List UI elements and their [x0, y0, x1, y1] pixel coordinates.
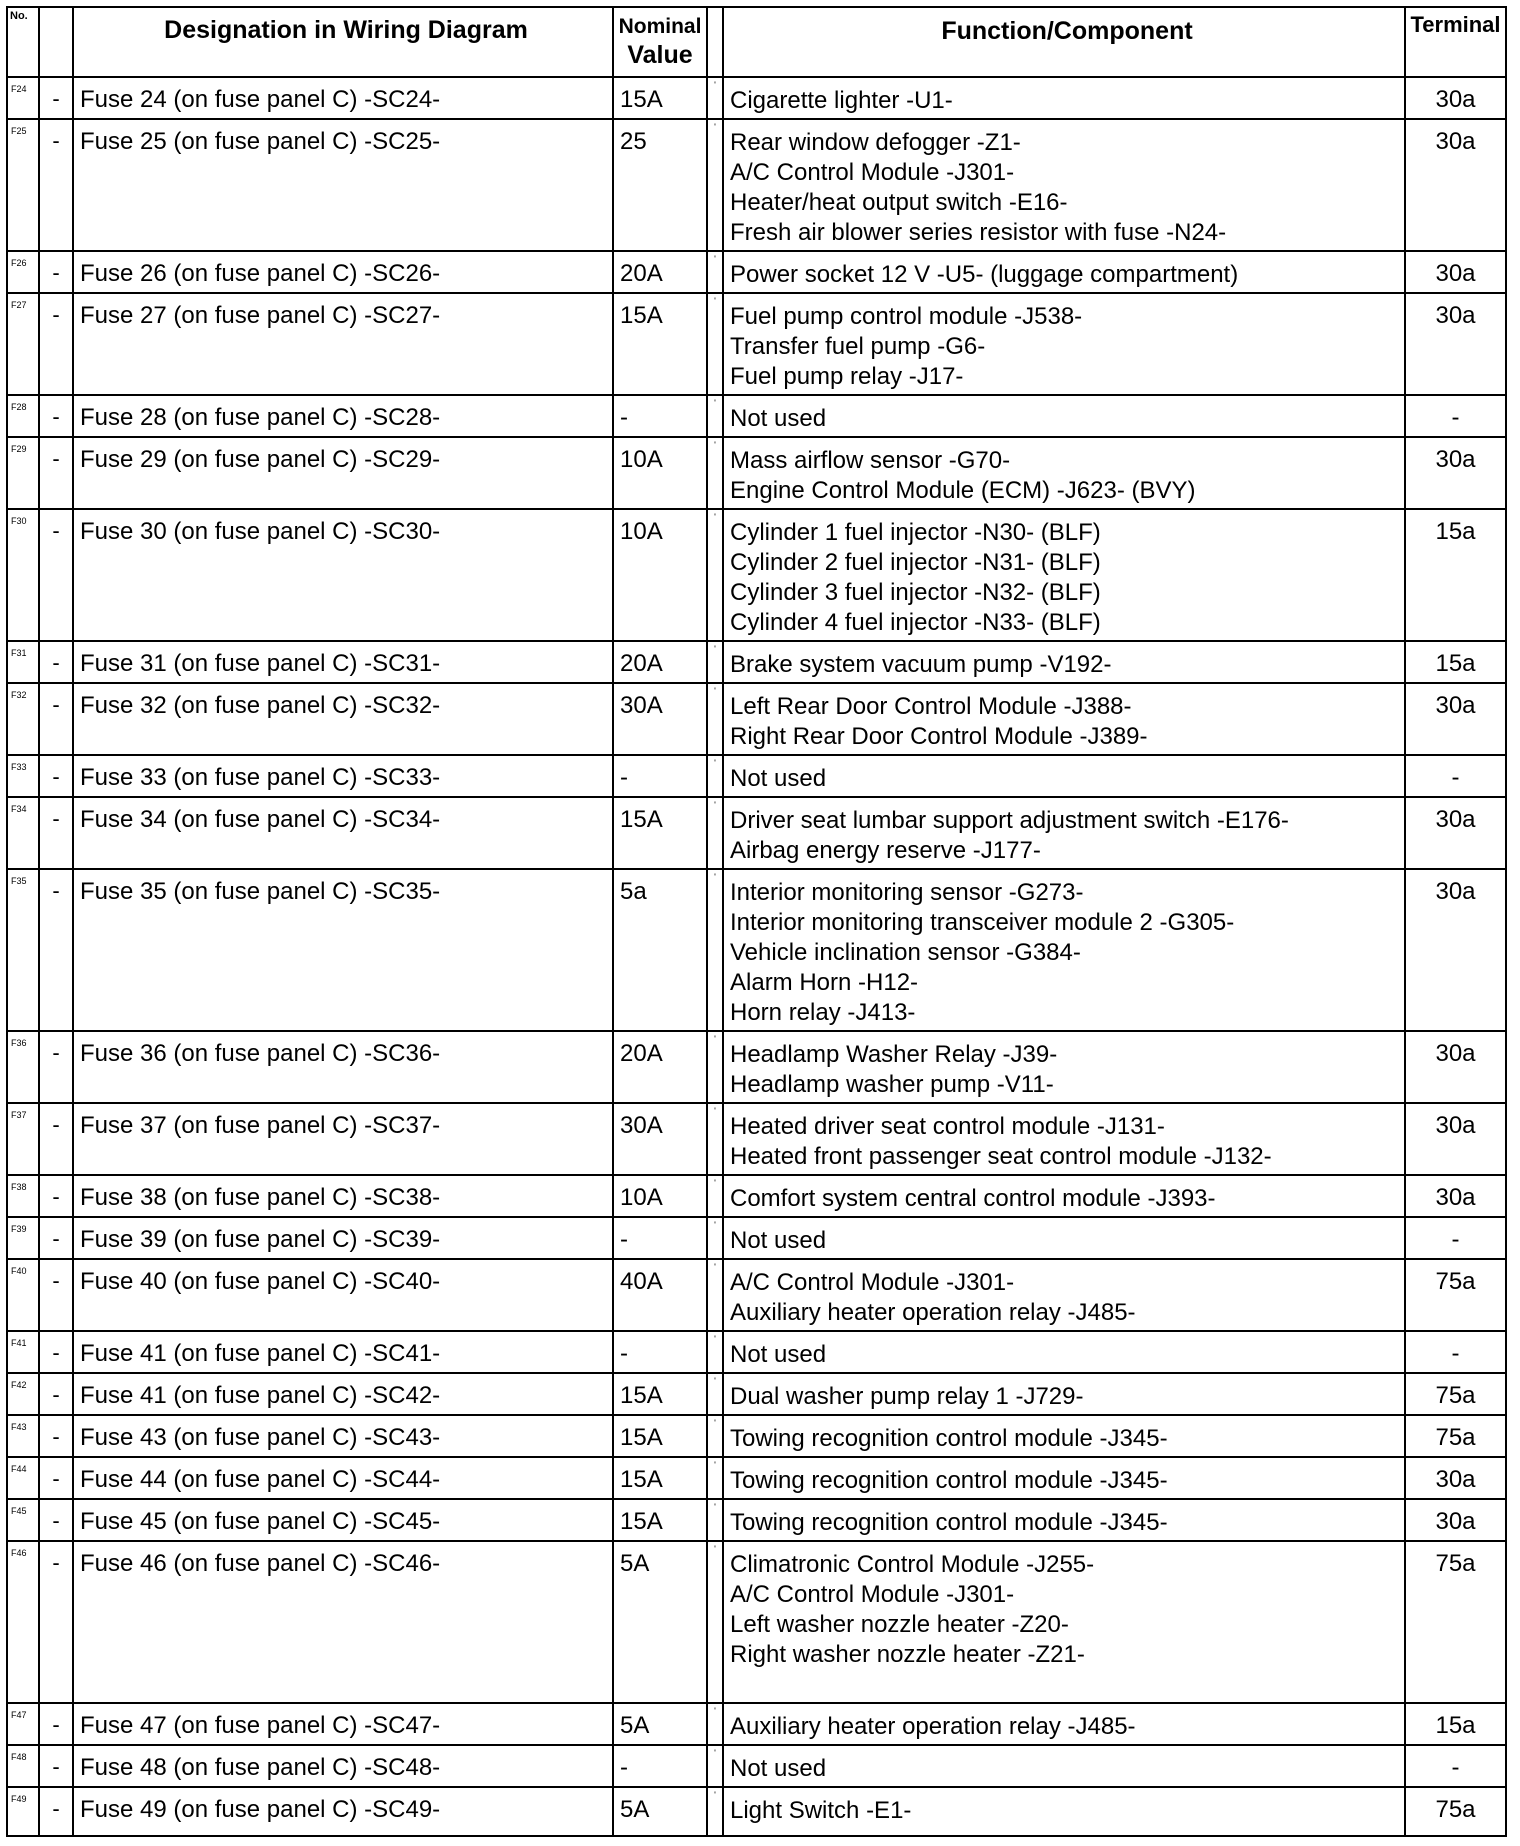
function-line: Alarm Horn -H12- [730, 969, 919, 996]
function-line: Rear window defogger -Z1- [730, 129, 1021, 156]
function-line: Cigarette lighter -U1- [730, 87, 953, 114]
tick-mark: ' [714, 1418, 716, 1428]
function-line: Climatronic Control Module -J255- [730, 1551, 1095, 1578]
table-row [6, 78, 1507, 120]
tick-mark: ' [714, 800, 716, 810]
terminal-cell: 30a [1435, 302, 1476, 329]
function-cell [724, 642, 1404, 680]
function-cell [724, 1788, 1404, 1826]
function-line: Comfort system central control module -J393- [730, 1185, 1216, 1212]
function-cell [724, 1176, 1404, 1214]
fuse-number: F36 [11, 1038, 27, 1048]
fuse-number: F30 [11, 516, 27, 526]
function-line: Towing recognition control module -J345- [730, 1509, 1168, 1536]
tick-mark: ' [714, 1178, 716, 1188]
fuse-number: F34 [11, 804, 27, 814]
fuse-number: F44 [11, 1464, 27, 1474]
function-line: Fuel pump control module -J538- [730, 303, 1083, 330]
terminal-cell: 30a [1435, 1184, 1476, 1211]
designation-cell: Fuse 45 (on fuse panel C) -SC45- [80, 1508, 441, 1535]
table-row [6, 870, 1507, 1032]
dash-cell: - [52, 764, 60, 789]
designation-cell: Fuse 25 (on fuse panel C) -SC25- [80, 128, 441, 155]
dash-cell: - [52, 1508, 60, 1533]
function-line: Airbag energy reserve -J177- [730, 837, 1041, 864]
nominal-value-cell: 10A [620, 518, 663, 545]
function-cell [724, 438, 1404, 506]
terminal-cell: 30a [1435, 260, 1476, 287]
designation-cell: Fuse 35 (on fuse panel C) -SC35- [80, 878, 441, 905]
header-terminal: Terminal [1410, 12, 1501, 37]
function-line: Interior monitoring transceiver module 2 -G305- [730, 909, 1235, 936]
function-cell [724, 870, 1404, 1028]
fuse-number: F41 [11, 1338, 27, 1348]
table-row [6, 1746, 1507, 1788]
terminal-cell: 30a [1435, 878, 1476, 905]
nominal-value-cell: 40A [620, 1268, 663, 1295]
designation-cell: Fuse 26 (on fuse panel C) -SC26- [80, 260, 441, 287]
terminal-cell: 75a [1435, 1550, 1476, 1577]
terminal-cell: 30a [1435, 1040, 1476, 1067]
designation-cell: Fuse 24 (on fuse panel C) -SC24- [80, 86, 441, 113]
nominal-value-cell: 15A [620, 1466, 663, 1493]
tick-mark: ' [714, 440, 716, 450]
dash-cell: - [52, 650, 60, 675]
nominal-value-cell: - [620, 1754, 628, 1781]
dash-cell: - [52, 1112, 60, 1137]
terminal-cell: 30a [1435, 128, 1476, 155]
function-line: Light Switch -E1- [730, 1797, 912, 1824]
fuse-number: F24 [11, 84, 27, 94]
function-line: Cylinder 1 fuel injector -N30- (BLF) [730, 519, 1101, 546]
tick-mark: ' [714, 872, 716, 882]
table-row [6, 1218, 1507, 1260]
table-row [6, 798, 1507, 870]
designation-cell: Fuse 33 (on fuse panel C) -SC33- [80, 764, 441, 791]
fuse-number: F37 [11, 1110, 27, 1120]
designation-cell: Fuse 30 (on fuse panel C) -SC30- [80, 518, 441, 545]
function-line: A/C Control Module -J301- [730, 1269, 1015, 1296]
dash-cell: - [52, 1466, 60, 1491]
terminal-cell: 30a [1435, 1466, 1476, 1493]
terminal-cell: - [1451, 764, 1460, 791]
table-row [6, 1260, 1507, 1332]
function-line: Not used [730, 405, 827, 432]
tick-mark: ' [714, 1706, 716, 1716]
terminal-cell: 30a [1435, 1112, 1476, 1139]
function-line: A/C Control Module -J301- [730, 1581, 1015, 1608]
fuse-number: F26 [11, 258, 27, 268]
function-cell [724, 78, 1404, 116]
designation-cell: Fuse 41 (on fuse panel C) -SC42- [80, 1382, 441, 1409]
tick-mark: ' [714, 398, 716, 408]
terminal-cell: 75a [1435, 1424, 1476, 1451]
nominal-value-cell: 15A [620, 1424, 663, 1451]
nominal-value-cell: 10A [620, 1184, 663, 1211]
fuse-number: F49 [11, 1794, 27, 1804]
nominal-value-cell: 20A [620, 650, 663, 677]
terminal-cell: - [1451, 404, 1460, 431]
designation-cell: Fuse 28 (on fuse panel C) -SC28- [80, 404, 441, 431]
dash-cell: - [52, 446, 60, 471]
terminal-cell: - [1451, 1340, 1460, 1367]
table-row [6, 396, 1507, 438]
function-cell [724, 1704, 1404, 1742]
tick-mark: ' [714, 1460, 716, 1470]
fuse-number: F47 [11, 1710, 27, 1720]
function-line: Auxiliary heater operation relay -J485- [730, 1299, 1136, 1326]
table-row [6, 1788, 1507, 1830]
function-line: Power socket 12 V -U5- (luggage compartment) [730, 261, 1239, 288]
fuse-number: F33 [11, 762, 27, 772]
tick-mark: ' [714, 1334, 716, 1344]
nominal-value-cell: 15A [620, 1508, 663, 1535]
designation-cell: Fuse 46 (on fuse panel C) -SC46- [80, 1550, 441, 1577]
function-line: Cylinder 3 fuel injector -N32- (BLF) [730, 579, 1101, 606]
tick-mark: ' [714, 644, 716, 654]
column-divider [1404, 6, 1406, 1837]
terminal-cell: 15a [1435, 650, 1476, 677]
tick-mark: ' [714, 1502, 716, 1512]
function-line: Not used [730, 765, 827, 792]
nominal-value-cell: 30A [620, 1112, 663, 1139]
table-row [6, 1542, 1507, 1704]
tick-mark: ' [714, 296, 716, 306]
dash-cell: - [52, 1226, 60, 1251]
header-nominal-value [614, 6, 706, 70]
dash-cell: - [52, 1424, 60, 1449]
dash-cell: - [52, 518, 60, 543]
dash-cell: - [52, 878, 60, 903]
designation-cell: Fuse 29 (on fuse panel C) -SC29- [80, 446, 441, 473]
function-cell [724, 1260, 1404, 1328]
header-designation: Designation in Wiring Diagram [164, 16, 528, 44]
dash-cell: - [52, 1550, 60, 1575]
dash-cell: - [52, 86, 60, 111]
function-cell [724, 1218, 1404, 1256]
column-divider [72, 6, 74, 1837]
fuse-number: F39 [11, 1224, 27, 1234]
function-line: Not used [730, 1227, 827, 1254]
terminal-cell: - [1451, 1226, 1460, 1253]
function-line: Right washer nozzle heater -Z21- [730, 1641, 1085, 1668]
table-row [6, 510, 1507, 642]
nominal-value-cell: 30A [620, 692, 663, 719]
function-cell [724, 1458, 1404, 1496]
designation-cell: Fuse 32 (on fuse panel C) -SC32- [80, 692, 441, 719]
fuse-number: F31 [11, 648, 27, 658]
column-divider [706, 6, 708, 1837]
fuse-number: F28 [11, 402, 27, 412]
designation-cell: Fuse 41 (on fuse panel C) -SC41- [80, 1340, 441, 1367]
function-line: Heated driver seat control module -J131- [730, 1113, 1165, 1140]
function-line: Left washer nozzle heater -Z20- [730, 1611, 1069, 1638]
function-cell [724, 684, 1404, 752]
function-cell [724, 1032, 1404, 1100]
dash-cell: - [52, 1712, 60, 1737]
function-cell [724, 1746, 1404, 1784]
function-cell [724, 1104, 1404, 1172]
fuse-number: F42 [11, 1380, 27, 1390]
terminal-cell: 30a [1435, 692, 1476, 719]
table-row [6, 684, 1507, 756]
table-row [6, 1500, 1507, 1542]
designation-cell: Fuse 34 (on fuse panel C) -SC34- [80, 806, 441, 833]
fuse-number: F40 [11, 1266, 27, 1276]
designation-cell: Fuse 43 (on fuse panel C) -SC43- [80, 1424, 441, 1451]
function-cell [724, 1374, 1404, 1412]
header-function: Function/Component [941, 17, 1193, 45]
terminal-cell: 30a [1435, 446, 1476, 473]
table-row [6, 120, 1507, 252]
designation-cell: Fuse 47 (on fuse panel C) -SC47- [80, 1712, 441, 1739]
tick-mark: ' [714, 512, 716, 522]
terminal-cell: 30a [1435, 86, 1476, 113]
nominal-value-cell: - [620, 1226, 628, 1253]
nominal-value-cell: 15A [620, 86, 663, 113]
dash-cell: - [52, 1796, 60, 1821]
nominal-value-cell: - [620, 764, 628, 791]
header-no: No. [10, 10, 28, 22]
function-line: Brake system vacuum pump -V192- [730, 651, 1112, 678]
column-divider [38, 6, 40, 1837]
dash-cell: - [52, 302, 60, 327]
table-row [6, 252, 1507, 294]
function-line: Horn relay -J413- [730, 999, 916, 1026]
designation-cell: Fuse 38 (on fuse panel C) -SC38- [80, 1184, 441, 1211]
dash-cell: - [52, 1340, 60, 1365]
nominal-value-cell: 15A [620, 302, 663, 329]
function-line: Left Rear Door Control Module -J388- [730, 693, 1132, 720]
function-line: Transfer fuel pump -G6- [730, 333, 986, 360]
function-line: Mass airflow sensor -G70- [730, 447, 1011, 474]
terminal-cell: 75a [1435, 1382, 1476, 1409]
dash-cell: - [52, 128, 60, 153]
terminal-cell: 30a [1435, 806, 1476, 833]
nominal-value-cell: 5a [620, 878, 647, 905]
fuse-number: F32 [11, 690, 27, 700]
function-cell [724, 1416, 1404, 1454]
nominal-value-cell: 5A [620, 1796, 650, 1823]
function-cell [724, 1500, 1404, 1538]
function-cell [724, 510, 1404, 638]
designation-cell: Fuse 27 (on fuse panel C) -SC27- [80, 302, 441, 329]
nominal-value-cell: 15A [620, 806, 663, 833]
function-line: Vehicle inclination sensor -G384- [730, 939, 1081, 966]
terminal-cell: 75a [1435, 1796, 1476, 1823]
table-row [6, 1104, 1507, 1176]
tick-mark: ' [714, 1376, 716, 1386]
nominal-value-cell: 5A [620, 1712, 650, 1739]
header-value: Value [627, 41, 693, 69]
nominal-value-cell: 5A [620, 1550, 650, 1577]
fuse-number: F43 [11, 1422, 27, 1432]
dash-cell: - [52, 1184, 60, 1209]
fuse-number: F45 [11, 1506, 27, 1516]
function-line: Heater/heat output switch -E16- [730, 189, 1068, 216]
tick-mark: ' [714, 1220, 716, 1230]
dash-cell: - [52, 1754, 60, 1779]
tick-mark: ' [714, 1106, 716, 1116]
function-cell [724, 252, 1404, 290]
function-cell [724, 756, 1404, 794]
function-line: Driver seat lumbar support adjustment switch -E176- [730, 807, 1289, 834]
table-row [6, 1374, 1507, 1416]
fuse-number: F25 [11, 126, 27, 136]
fuse-number: F27 [11, 300, 27, 310]
tick-mark: ' [714, 80, 716, 90]
column-divider [722, 6, 724, 1837]
function-line: Auxiliary heater operation relay -J485- [730, 1713, 1136, 1740]
dash-cell: - [52, 806, 60, 831]
function-line: Not used [730, 1341, 827, 1368]
function-line: Engine Control Module (ECM) -J623- (BVY) [730, 477, 1196, 504]
table-row [6, 294, 1507, 396]
tick-mark: ' [714, 1790, 716, 1800]
function-line: Right Rear Door Control Module -J389- [730, 723, 1148, 750]
table-row [6, 1332, 1507, 1374]
tick-mark: ' [714, 1544, 716, 1554]
function-line: Headlamp Washer Relay -J39- [730, 1041, 1058, 1068]
function-line: Not used [730, 1755, 827, 1782]
dash-cell: - [52, 1268, 60, 1293]
table-row [6, 1416, 1507, 1458]
nominal-value-cell: 25 [620, 128, 647, 155]
designation-cell: Fuse 44 (on fuse panel C) -SC44- [80, 1466, 441, 1493]
tick-mark: ' [714, 758, 716, 768]
tick-mark: ' [714, 1034, 716, 1044]
dash-cell: - [52, 404, 60, 429]
designation-cell: Fuse 49 (on fuse panel C) -SC49- [80, 1796, 441, 1823]
dash-cell: - [52, 260, 60, 285]
tick-mark: ' [714, 1262, 716, 1272]
tick-mark: ' [714, 686, 716, 696]
table-row [6, 1176, 1507, 1218]
designation-cell: Fuse 40 (on fuse panel C) -SC40- [80, 1268, 441, 1295]
designation-cell: Fuse 31 (on fuse panel C) -SC31- [80, 650, 441, 677]
fuse-number: F35 [11, 876, 27, 886]
nominal-value-cell: 15A [620, 1382, 663, 1409]
tick-mark: ' [714, 122, 716, 132]
designation-cell: Fuse 36 (on fuse panel C) -SC36- [80, 1040, 441, 1067]
fuse-number: F38 [11, 1182, 27, 1192]
function-line: Cylinder 4 fuel injector -N33- (BLF) [730, 609, 1101, 636]
terminal-cell: 75a [1435, 1268, 1476, 1295]
function-cell [724, 396, 1404, 434]
nominal-value-cell: 20A [620, 1040, 663, 1067]
function-line: Cylinder 2 fuel injector -N31- (BLF) [730, 549, 1101, 576]
fuse-table [6, 6, 1507, 1837]
function-line: Towing recognition control module -J345- [730, 1425, 1168, 1452]
function-line: Headlamp washer pump -V11- [730, 1071, 1054, 1098]
nominal-value-cell: 20A [620, 260, 663, 287]
fuse-number: F46 [11, 1548, 27, 1558]
function-line: Heated front passenger seat control module -J132- [730, 1143, 1272, 1170]
fuse-number: F48 [11, 1752, 27, 1762]
tick-mark: ' [714, 254, 716, 264]
fuse-number: F29 [11, 444, 27, 454]
function-line: Towing recognition control module -J345- [730, 1467, 1168, 1494]
header-nominal: Nominal [618, 15, 702, 38]
nominal-value-cell: - [620, 404, 628, 431]
designation-cell: Fuse 48 (on fuse panel C) -SC48- [80, 1754, 441, 1781]
dash-cell: - [52, 1040, 60, 1065]
dash-cell: - [52, 1382, 60, 1407]
table-row [6, 1032, 1507, 1104]
function-cell [724, 1542, 1404, 1670]
nominal-value-cell: 10A [620, 446, 663, 473]
function-line: Dual washer pump relay 1 -J729- [730, 1383, 1084, 1410]
table-row [6, 642, 1507, 684]
terminal-cell: - [1451, 1754, 1460, 1781]
function-line: A/C Control Module -J301- [730, 159, 1015, 186]
function-line: Fuel pump relay -J17- [730, 363, 964, 390]
function-cell [724, 1332, 1404, 1370]
column-divider [612, 6, 614, 1837]
function-line: Fresh air blower series resistor with fuse -N24- [730, 219, 1227, 246]
function-cell [724, 294, 1404, 392]
terminal-cell: 15a [1435, 518, 1476, 545]
designation-cell: Fuse 37 (on fuse panel C) -SC37- [80, 1112, 441, 1139]
function-cell [724, 120, 1404, 248]
designation-cell: Fuse 39 (on fuse panel C) -SC39- [80, 1226, 441, 1253]
terminal-cell: 30a [1435, 1508, 1476, 1535]
function-line: Interior monitoring sensor -G273- [730, 879, 1084, 906]
header-row [6, 6, 1507, 78]
dash-cell: - [52, 692, 60, 717]
table-row [6, 438, 1507, 510]
function-cell [724, 798, 1404, 866]
table-row [6, 756, 1507, 798]
table-row [6, 1458, 1507, 1500]
tick-mark: ' [714, 1748, 716, 1758]
nominal-value-cell: - [620, 1340, 628, 1367]
terminal-cell: 15a [1435, 1712, 1476, 1739]
table-row [6, 1704, 1507, 1746]
